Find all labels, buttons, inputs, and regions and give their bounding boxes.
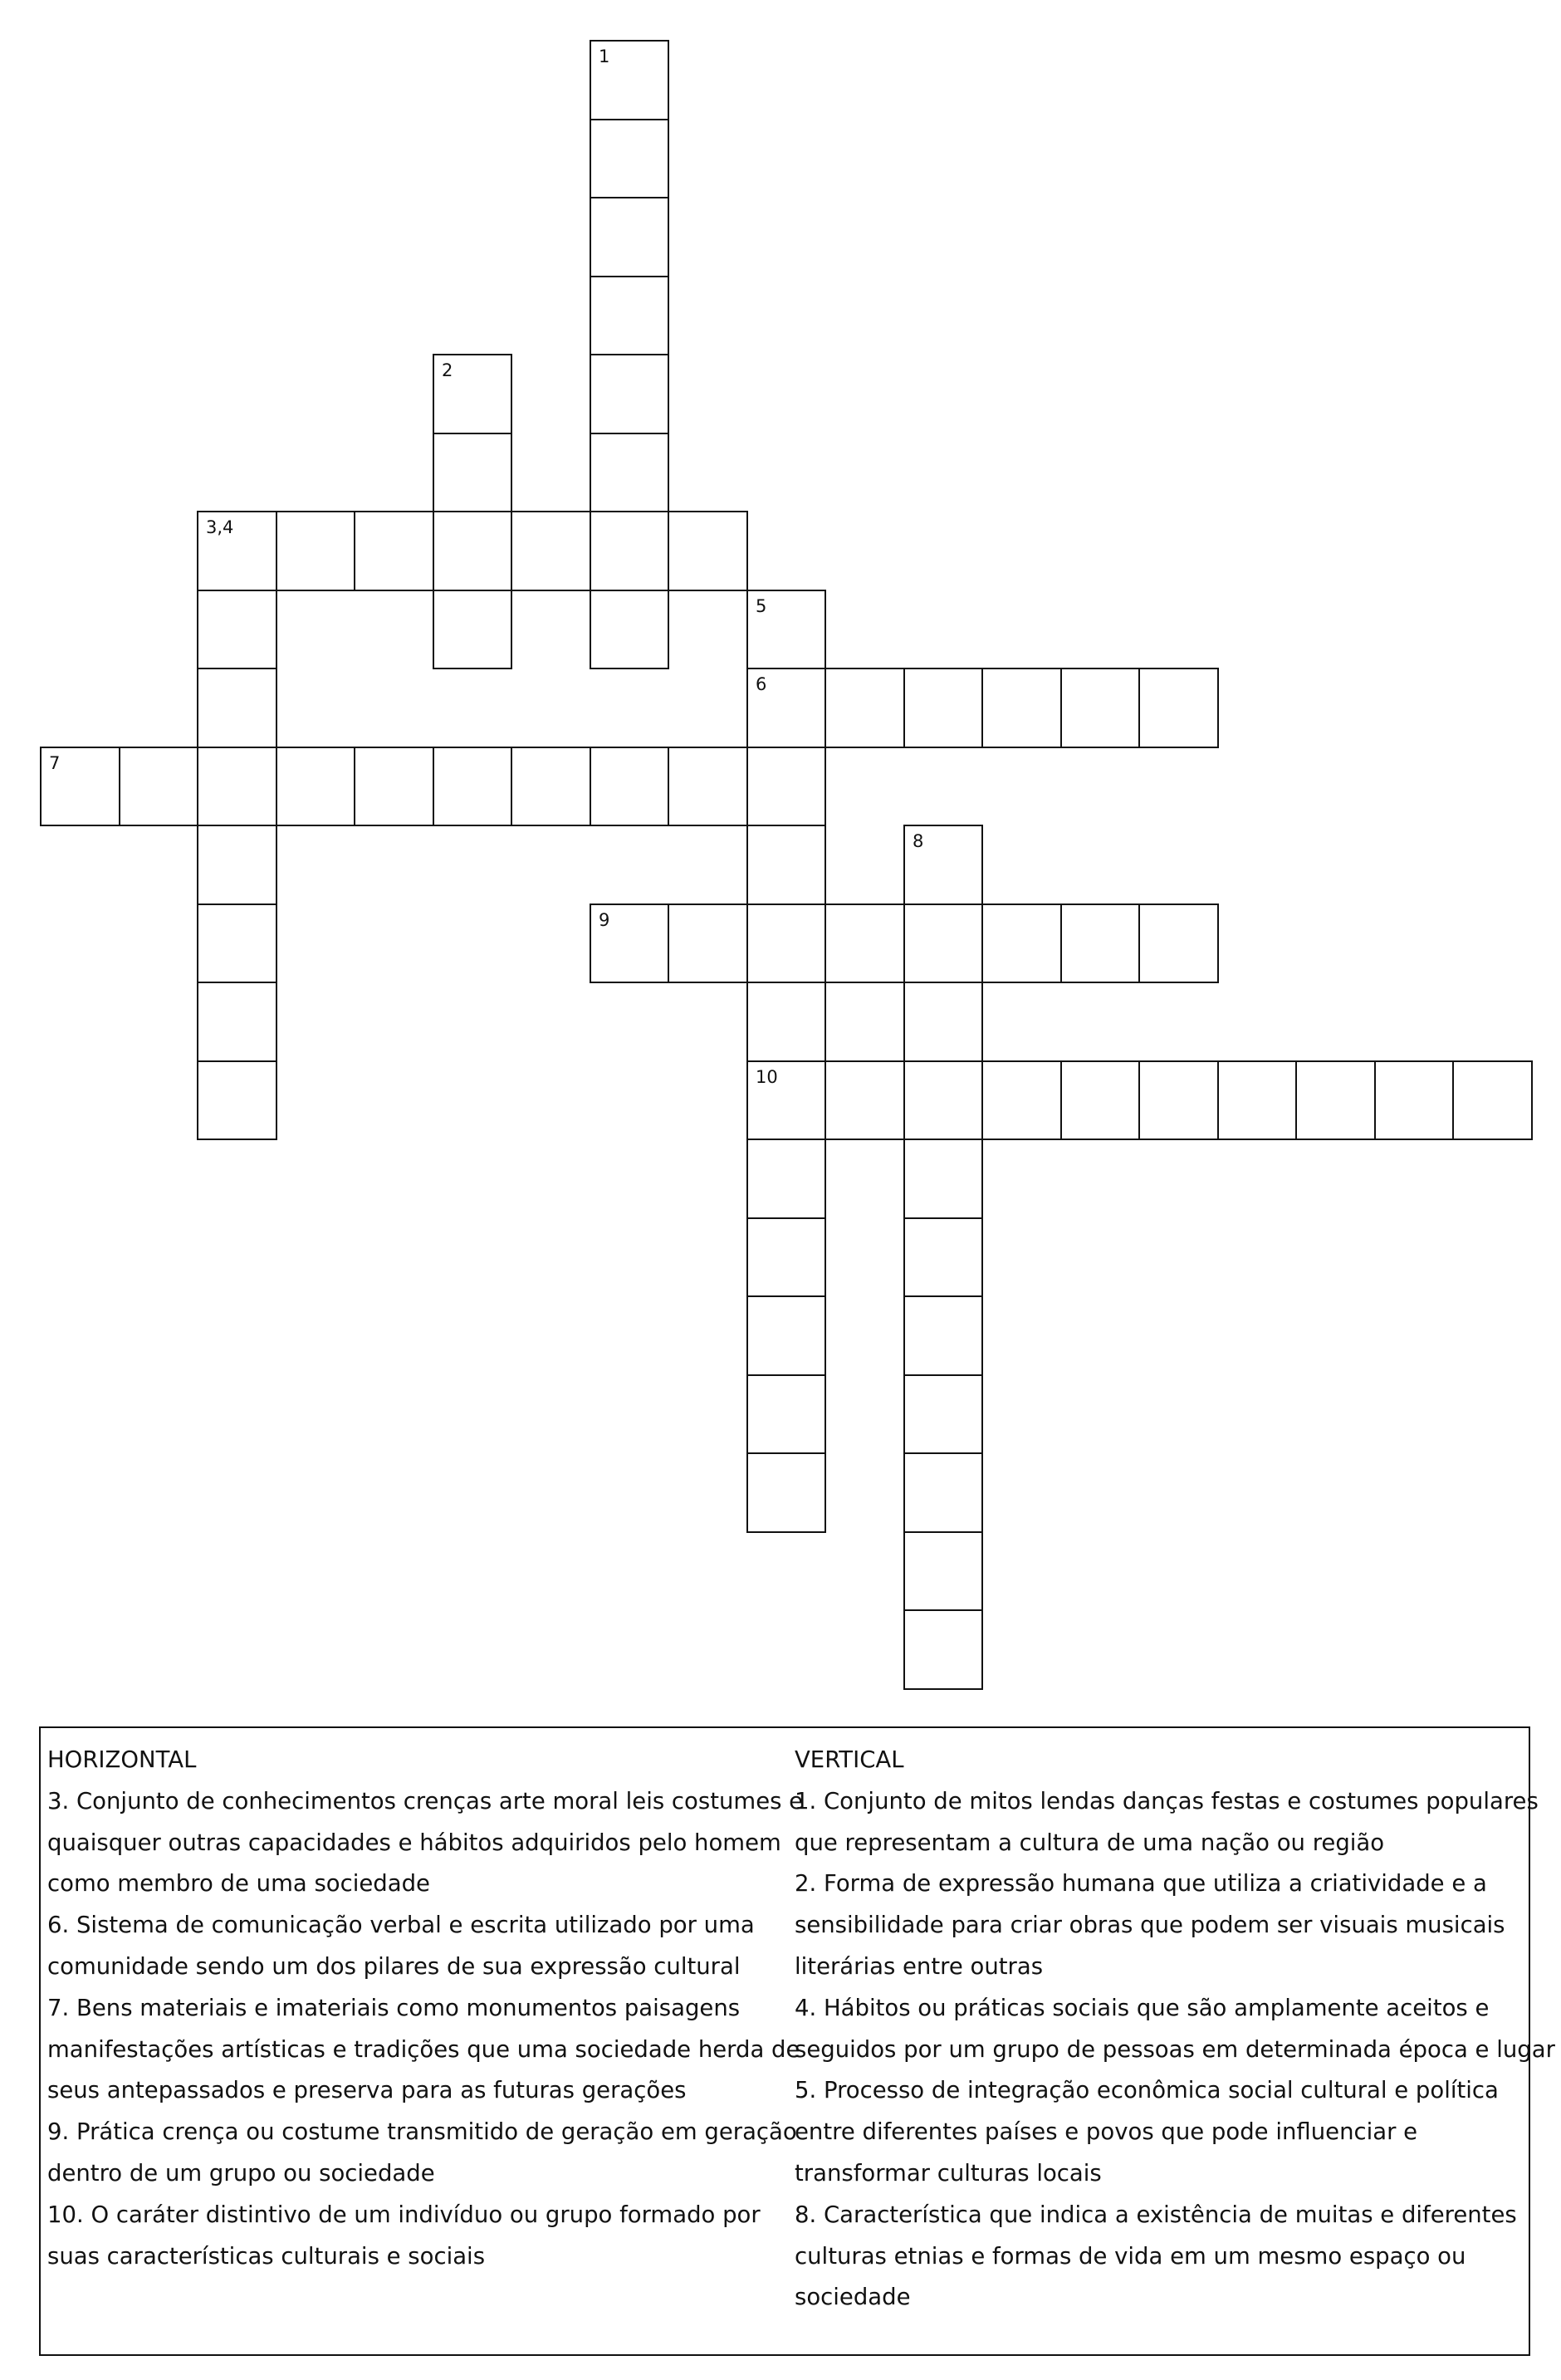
vertical-clue-line: 5. Processo de integração econômica social cultural e política xyxy=(795,2077,1499,2104)
crossword-cell[interactable] xyxy=(433,511,512,591)
vertical-clue-line: 8. Característica que indica a existência de muitas e diferentes xyxy=(795,2201,1517,2228)
crossword-cell[interactable] xyxy=(590,119,669,198)
vertical-clue-line: 1. Conjunto de mitos lendas danças festas e costumes populares xyxy=(795,1787,1539,1814)
horizontal-clue-line: comunidade sendo um dos pilares de sua expressão cultural xyxy=(47,1952,741,1980)
vertical-clue-line: entre diferentes países e povos que pode influenciar e xyxy=(795,2118,1418,2146)
crossword-cell[interactable] xyxy=(746,1374,826,1454)
crossword-cell[interactable] xyxy=(197,1060,277,1140)
vertical-clue-line: que representam a cultura de uma nação ou região xyxy=(795,1829,1385,1856)
vertical-clue-line: seguidos por um grupo de pessoas em determinada época e lugar xyxy=(795,2035,1555,2063)
crossword-cell[interactable] xyxy=(981,668,1062,748)
crossword-cell[interactable] xyxy=(903,1139,983,1219)
crossword-cell[interactable] xyxy=(590,354,669,434)
crossword-cell[interactable] xyxy=(668,747,748,826)
crossword-cell[interactable] xyxy=(197,668,277,748)
vertical-clues xyxy=(795,1740,1555,2319)
clue-number: 3,4 xyxy=(206,517,234,537)
crossword-cell[interactable] xyxy=(354,511,434,591)
horizontal-clue-line: quaisquer outras capacidades e hábitos adquiridos pelo homem xyxy=(47,1829,781,1856)
crossword-cell[interactable] xyxy=(825,904,905,983)
horizontal-clue-line: 9. Prática crença ou costume transmitido de geração em geração xyxy=(47,2118,797,2146)
crossword-cell[interactable] xyxy=(825,668,905,748)
crossword-cell[interactable] xyxy=(903,1217,983,1297)
crossword-cell[interactable] xyxy=(1138,1060,1219,1140)
crossword-cell[interactable] xyxy=(1295,1060,1376,1140)
clue-number: 5 xyxy=(756,596,767,616)
crossword-cell[interactable] xyxy=(746,1452,826,1533)
crossword-cell[interactable] xyxy=(903,1060,983,1140)
horizontal-heading: HORIZONTAL xyxy=(47,1746,197,1773)
clue-number: 10 xyxy=(756,1067,778,1087)
crossword-cell[interactable] xyxy=(40,747,120,826)
clue-number: 9 xyxy=(599,910,610,930)
crossword-cell[interactable] xyxy=(433,354,512,434)
clue-number: 6 xyxy=(756,674,767,694)
crossword-cell[interactable] xyxy=(903,1295,983,1376)
crossword-cell[interactable] xyxy=(354,747,434,826)
horizontal-clue-line: 6. Sistema de comunicação verbal e escrita utilizado por uma xyxy=(47,1912,755,1939)
crossword-cell[interactable] xyxy=(197,982,277,1062)
crossword-cell[interactable] xyxy=(903,904,983,983)
crossword-cell[interactable] xyxy=(903,825,983,905)
horizontal-clue-line: dentro de um grupo ou sociedade xyxy=(47,2159,435,2187)
crossword-cell[interactable] xyxy=(433,433,512,512)
crossword-cell[interactable] xyxy=(197,590,277,669)
crossword-cell[interactable] xyxy=(119,747,198,826)
crossword-cell[interactable] xyxy=(511,747,591,826)
crossword-cell[interactable] xyxy=(1138,668,1219,748)
horizontal-clue-line: seus antepassados e preserva para as futuras gerações xyxy=(47,2077,687,2104)
clue-number: 8 xyxy=(913,831,924,851)
crossword-cell[interactable] xyxy=(590,276,669,355)
crossword-cell[interactable] xyxy=(433,590,512,669)
crossword-cell[interactable] xyxy=(825,1060,905,1140)
crossword-cell[interactable] xyxy=(1060,668,1140,748)
vertical-clue-line: 2. Forma de expressão humana que utiliza a criatividade e a xyxy=(795,1870,1487,1898)
horizontal-clue-line: manifestações artísticas e tradições que uma sociedade herda de xyxy=(47,2035,800,2063)
vertical-clue-line: literárias entre outras xyxy=(795,1952,1044,1980)
clue-number: 7 xyxy=(49,753,61,773)
crossword-cell[interactable] xyxy=(590,433,669,512)
crossword-cell[interactable] xyxy=(197,511,277,591)
crossword-cell[interactable] xyxy=(903,1531,983,1611)
crossword-cell[interactable] xyxy=(1060,904,1140,983)
crossword-cell[interactable] xyxy=(590,197,669,277)
crossword-cell[interactable] xyxy=(903,982,983,1062)
crossword-cell[interactable] xyxy=(433,747,512,826)
vertical-heading: VERTICAL xyxy=(795,1746,904,1773)
horizontal-clue-line: 7. Bens materiais e imateriais como monumentos paisagens xyxy=(47,1994,741,2021)
crossword-cell[interactable] xyxy=(746,747,826,826)
crossword-cell[interactable] xyxy=(746,904,826,983)
crossword-cell[interactable] xyxy=(746,590,826,669)
vertical-clue-line: sociedade xyxy=(795,2284,911,2311)
crossword-cell[interactable] xyxy=(668,511,748,591)
crossword-cell[interactable] xyxy=(668,904,748,983)
horizontal-clue-line: suas características culturais e sociais xyxy=(47,2242,486,2270)
clue-number: 1 xyxy=(599,47,610,66)
crossword-cell[interactable] xyxy=(197,904,277,983)
crossword-cell[interactable] xyxy=(903,1452,983,1533)
crossword-cell[interactable] xyxy=(197,747,277,826)
clues-box xyxy=(39,1726,1555,2356)
crossword-cell[interactable] xyxy=(981,1060,1062,1140)
crossword-cell[interactable] xyxy=(590,511,669,591)
crossword-cell[interactable] xyxy=(276,511,355,591)
crossword-cell[interactable] xyxy=(903,1609,983,1690)
crossword-cell[interactable] xyxy=(197,825,277,905)
vertical-clue-line: transformar culturas locais xyxy=(795,2159,1102,2187)
clue-number: 2 xyxy=(442,360,453,380)
crossword-cell[interactable] xyxy=(746,1217,826,1297)
crossword-cell[interactable] xyxy=(590,590,669,669)
crossword-cell[interactable] xyxy=(1374,1060,1454,1140)
crossword-cell[interactable] xyxy=(1138,904,1219,983)
vertical-clue-line: 4. Hábitos ou práticas sociais que são amplamente aceitos e xyxy=(795,1994,1490,2021)
crossword-cell[interactable] xyxy=(981,904,1062,983)
crossword-cell[interactable] xyxy=(1217,1060,1297,1140)
crossword-cell[interactable] xyxy=(746,668,826,748)
vertical-clue-line: culturas etnias e formas de vida em um mesmo espaço ou xyxy=(795,2242,1466,2270)
crossword-cell[interactable] xyxy=(590,40,669,120)
crossword-cell[interactable] xyxy=(746,825,826,905)
crossword-cell[interactable] xyxy=(746,1295,826,1376)
crossword-cell[interactable] xyxy=(746,982,826,1062)
crossword-cell[interactable] xyxy=(1452,1060,1533,1140)
horizontal-clue-line: 3. Conjunto de conhecimentos crenças arte moral leis costumes e xyxy=(47,1787,804,1814)
crossword-cell[interactable] xyxy=(590,747,669,826)
crossword-cell[interactable] xyxy=(746,1060,826,1140)
horizontal-clue-line: como membro de uma sociedade xyxy=(47,1870,430,1898)
crossword-cell[interactable] xyxy=(511,511,591,591)
crossword-cell[interactable] xyxy=(590,904,669,983)
crossword-cell[interactable] xyxy=(903,668,983,748)
horizontal-clues xyxy=(47,1740,804,2277)
crossword-cell[interactable] xyxy=(903,1374,983,1454)
vertical-clue-line: sensibilidade para criar obras que podem ser visuais musicais xyxy=(795,1912,1505,1939)
crossword-cell[interactable] xyxy=(276,747,355,826)
horizontal-clue-line: 10. O caráter distintivo de um indivíduo ou grupo formado por xyxy=(47,2201,761,2228)
crossword-cell[interactable] xyxy=(1060,1060,1140,1140)
crossword-cell[interactable] xyxy=(746,1139,826,1219)
